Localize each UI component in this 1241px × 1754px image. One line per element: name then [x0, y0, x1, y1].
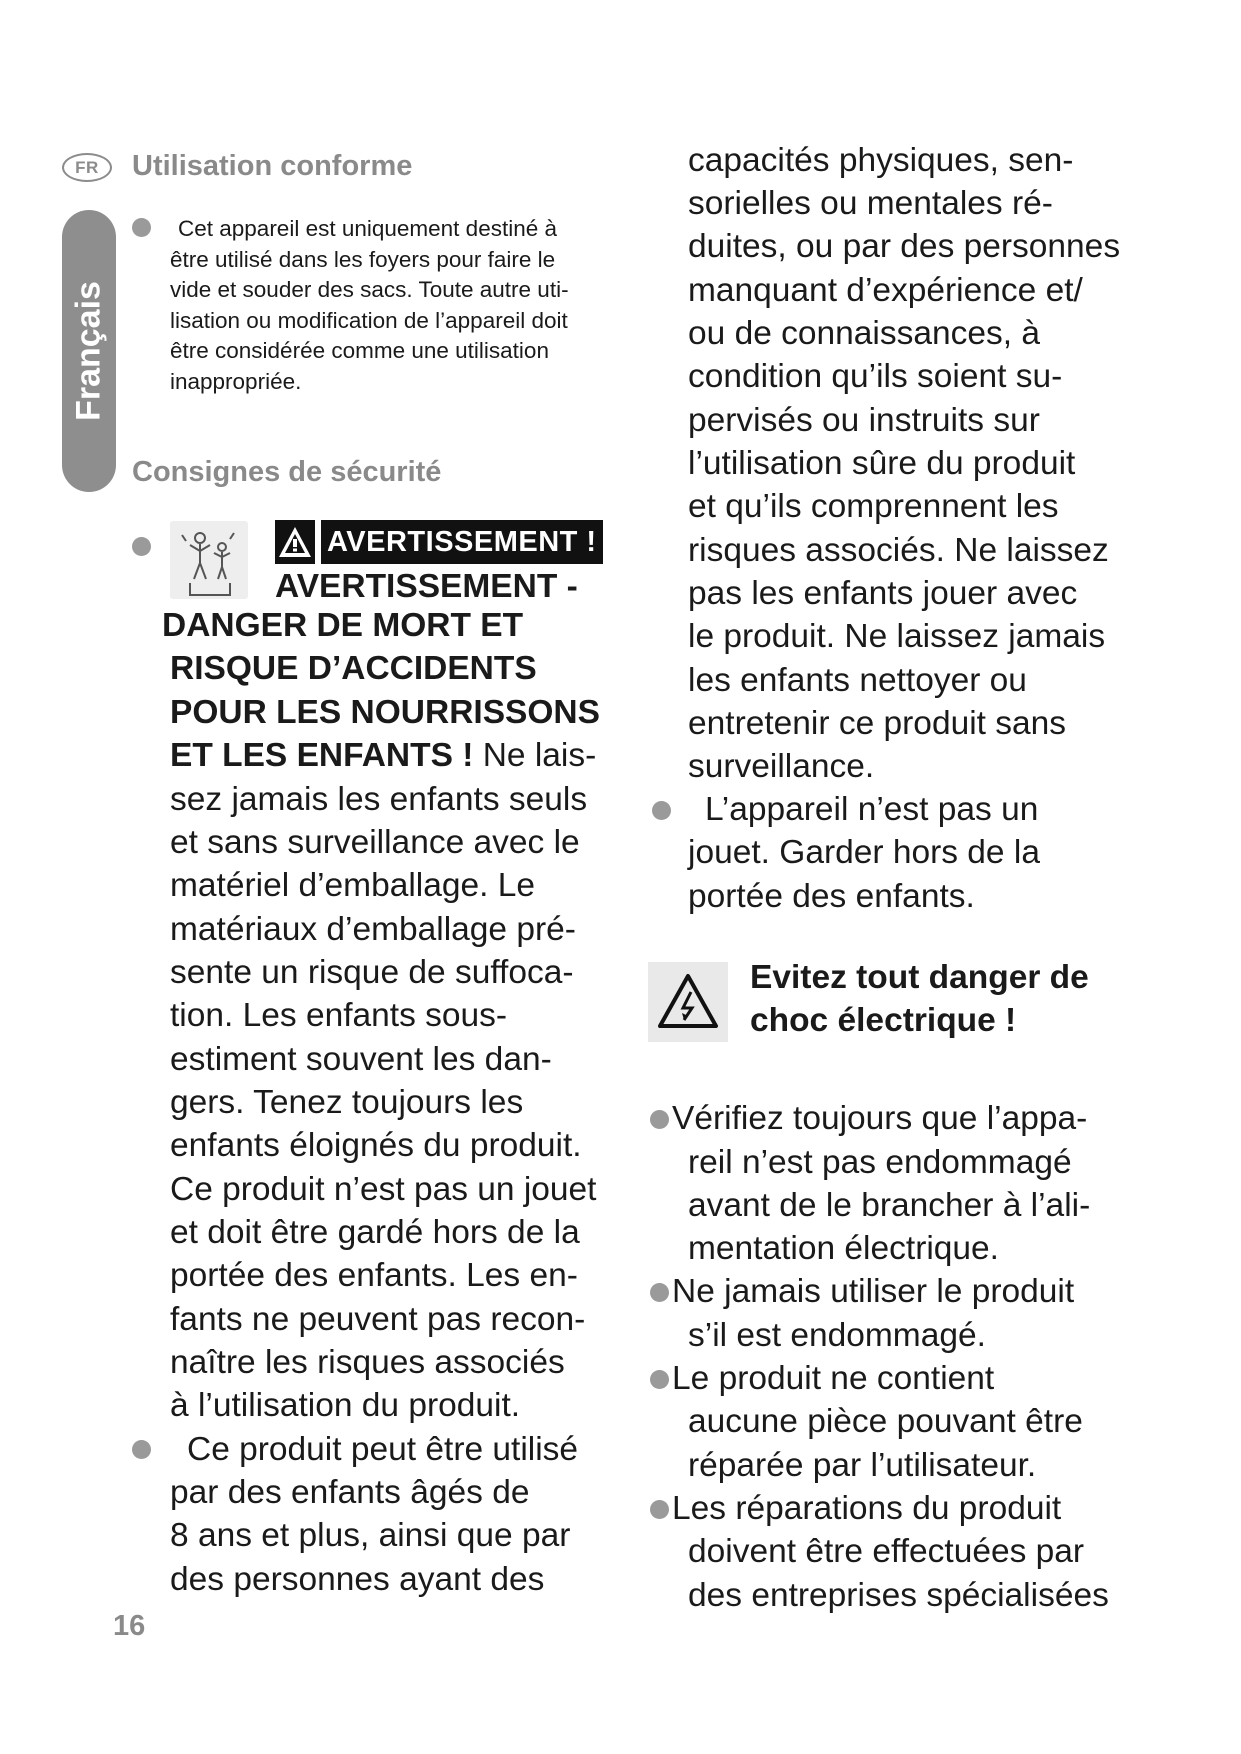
- text-line: matériel d’emballage. Le: [170, 867, 535, 904]
- warning-badge-label: AVERTISSEMENT !: [321, 520, 603, 564]
- text-line: capacités physiques, sen-: [688, 142, 1074, 179]
- child-warning-icon: [170, 521, 248, 599]
- text-line: Cet appareil est uniquement destiné à: [178, 216, 557, 241]
- warning-text-start: Ne lais-: [473, 737, 597, 774]
- bullet: [132, 1440, 151, 1459]
- text-line: être considérée comme une utilisation: [170, 338, 549, 363]
- text-line: tion. Les enfants sous-: [170, 997, 508, 1034]
- text-line: condition qu’ils soient su-: [688, 358, 1063, 395]
- bullet: [650, 1283, 669, 1302]
- text-line: estiment souvent les dan-: [170, 1041, 552, 1078]
- bullet: [650, 1110, 669, 1129]
- text-line: les enfants nettoyer ou: [688, 662, 1027, 699]
- text-line: par des enfants âgés de: [170, 1474, 530, 1511]
- text-line: Ce produit peut être utilisé: [187, 1431, 579, 1468]
- section-heading-intended-use: Utilisation conforme: [132, 150, 413, 182]
- text-line: manquant d’expérience et/: [688, 272, 1083, 309]
- language-code-badge: FR: [62, 153, 112, 182]
- text-line: s’il est endommagé.: [688, 1317, 986, 1354]
- text-line: aucune pièce pouvant être: [688, 1403, 1083, 1440]
- warning-title-line: DANGER DE MORT ET: [162, 607, 524, 644]
- text-line: inappropriée.: [170, 368, 302, 394]
- page-number: 16: [113, 1610, 146, 1642]
- warning-title-line: RISQUE D’ACCIDENTS: [170, 650, 537, 687]
- text-line: portée des enfants.: [688, 878, 975, 915]
- text-line: des personnes ayant des: [170, 1561, 545, 1598]
- text-line: surveillance.: [688, 748, 875, 785]
- text-line: sente un risque de suffoca-: [170, 954, 574, 991]
- text-line: jouet. Garder hors de la: [688, 834, 1040, 871]
- warning-title-end: ET LES ENFANTS !: [170, 737, 474, 774]
- text-line: naître les risques associés: [170, 1344, 565, 1381]
- text-line: sez jamais les enfants seuls: [170, 781, 588, 818]
- text-line: portée des enfants. Les en-: [170, 1257, 578, 1294]
- text-line: mentation électrique.: [688, 1230, 999, 1267]
- warning-title-line: POUR LES NOURRISSONS: [170, 694, 600, 731]
- text-line: ou de connaissances, à: [688, 315, 1040, 352]
- text-line: être utilisé dans les foyers pour faire le: [170, 246, 556, 272]
- text-line: entretenir ce produit sans: [688, 705, 1067, 742]
- text-line: gers. Tenez toujours les: [170, 1084, 524, 1121]
- shock-heading: Evitez tout danger de: [750, 959, 1089, 996]
- text-line: et qu’ils comprennent les: [688, 488, 1059, 525]
- text-line: lisation ou modification de l’appareil doit: [170, 307, 568, 333]
- text-line: avant de le brancher à l’ali-: [688, 1187, 1091, 1224]
- text-line: sorielles ou mentales ré-: [688, 185, 1053, 222]
- text-line: pas les enfants jouer avec: [688, 575, 1078, 612]
- bullet: [652, 801, 671, 820]
- language-side-tab: [62, 210, 116, 492]
- text-line: et doit être gardé hors de la: [170, 1214, 580, 1251]
- text-line: Les réparations du produit: [672, 1490, 1062, 1527]
- text-line: l’utilisation sûre du produit: [688, 445, 1076, 482]
- text-line: Ce produit n’est pas un jouet: [170, 1171, 597, 1208]
- bullet: [650, 1500, 669, 1519]
- bullet: [132, 218, 151, 237]
- text-line: enfants éloignés du produit.: [170, 1127, 582, 1164]
- text-line: reil n’est pas endommagé: [688, 1144, 1072, 1181]
- warning-title-line: [170, 734, 596, 777]
- text-line: matériaux d’emballage pré-: [170, 911, 576, 948]
- text-line: Vérifiez toujours que l’appa-: [672, 1100, 1088, 1137]
- text-line: Le produit ne contient: [672, 1360, 995, 1397]
- text-line: pervisés ou instruits sur: [688, 402, 1040, 439]
- section-heading-safety: Consignes de sécurité: [132, 456, 442, 488]
- shock-heading: choc électrique !: [750, 1002, 1017, 1039]
- language-label: Français: [69, 281, 108, 421]
- text-line: vide et souder des sacs. Toute autre uti-: [170, 277, 569, 302]
- text-line: doivent être effectuées par: [688, 1533, 1085, 1570]
- warning-badge: [275, 520, 603, 564]
- text-line: à l’utilisation du produit.: [170, 1387, 521, 1424]
- electric-shock-warning-icon: [648, 962, 728, 1042]
- text-line: duites, ou par des personnes: [688, 228, 1121, 265]
- text-line: des entreprises spécialisées: [688, 1577, 1109, 1614]
- text-line: 8 ans et plus, ainsi que par: [170, 1517, 571, 1554]
- bullet: [650, 1370, 669, 1389]
- text-line: et sans surveillance avec le: [170, 824, 580, 861]
- text-line: risques associés. Ne laissez: [688, 532, 1109, 569]
- text-line: réparée par l’utilisateur.: [688, 1447, 1037, 1484]
- text-line: Ne jamais utiliser le produit: [672, 1273, 1075, 1310]
- warning-triangle-icon: [275, 520, 315, 564]
- text-line: le produit. Ne laissez jamais: [688, 618, 1106, 655]
- text-line: L’appareil n’est pas un: [705, 791, 1039, 828]
- bullet: [132, 537, 151, 556]
- text-line: fants ne peuvent pas recon-: [170, 1301, 586, 1338]
- intended-use-paragraph: [170, 214, 630, 397]
- warning-title-line: AVERTISSEMENT -: [275, 568, 578, 605]
